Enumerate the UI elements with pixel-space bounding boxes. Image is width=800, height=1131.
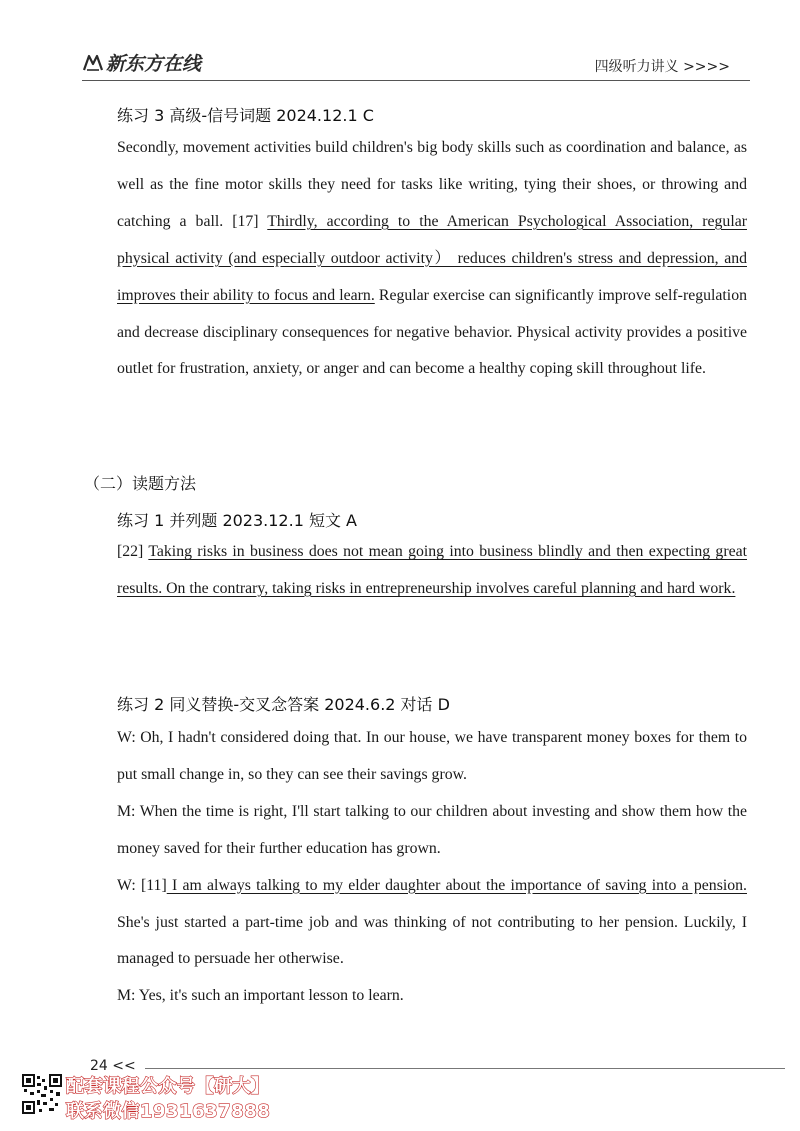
exercise-2-dialogue (117, 720, 747, 1015)
exercise-3-title: 练习 3 高级-信号词题 2024.12.1 C (117, 106, 374, 125)
dialogue-line-w1: W: Oh, I hadn't considered doing that. In our house, we have transparent money boxes for them to put small change in, so they can see their savings grow. (117, 729, 747, 783)
dialogue-line-w2 (117, 868, 747, 979)
dialogue-line-w2-rest: She's just started a part-time job and was thinking of not contributing to her pension. Luckily, I managed to persuade her otherwise. (117, 913, 747, 968)
exercise-1-title: 练习 1 并列题 2023.12.1 短文 A (117, 511, 357, 530)
exercise-1-paragraph (117, 534, 747, 608)
dialogue-line-m2: M: Yes, it's such an important lesson to learn. (117, 987, 404, 1005)
dialogue-line-w2-underlined: I am always talking to my elder daughter about the importance of saving into a pension. (166, 876, 747, 894)
exercise-3-text-part1: Secondly, movement activities build children's big body skills such as coordination and balance, as well as the fine motor skills they need for tasks like writing, tying their shoes, or throwing and catching a ball. [17] (117, 139, 747, 230)
dialogue-line-m1: M: When the time is right, I'll start talking to our children about investing and show them how the money saved for their further education has grown. (117, 802, 747, 857)
exercise-1-underlined-answer: Taking risks in business does not mean going into business blindly and then expecting great results. On the contrary, taking risks in entrepreneurship involves careful planning and hard work. (117, 543, 748, 597)
exercise-3-paragraph (117, 130, 747, 388)
exercise-1-marker: [22] (117, 543, 149, 560)
header-course-title: 四级听力讲义 >>>> (594, 59, 730, 75)
promo-line-1: 配套课程公众号【研大】 (66, 1076, 270, 1097)
dialogue-line-w2-prefix: W: [11] (117, 876, 167, 894)
logo-text: 新东方在线 (106, 53, 202, 75)
section-2-title: （二）读题方法 (84, 474, 197, 493)
exercise-3-underlined-answer: Thirdly, according to the American Psychological Association, regular physical activity (and especially outdoor activity） reduces children's stress and depression, and improves their ability to focus and learn. (117, 212, 747, 304)
page-number-value: 24 (90, 1058, 108, 1074)
page-arrows: << (112, 1058, 136, 1074)
exercise-3-text-part2: Regular exercise can significantly improve self-regulation and decrease disciplinary consequences for negative behavior. Physical activity provides a positive outlet for frustration, anxiety, or anger and can become a healthy coping skill throughout life. (117, 286, 747, 378)
exercise-2-title: 练习 2 同义替换-交叉念答案 2024.6.2 对话 D (117, 695, 450, 714)
promo-line-2: 联系微信1931637888 (66, 1101, 271, 1122)
header-divider (82, 80, 750, 81)
page-header (0, 0, 800, 90)
logo-mark-icon (82, 52, 104, 74)
brand-logo (82, 49, 201, 76)
qr-code-icon (22, 1074, 62, 1114)
footer-divider (145, 1068, 785, 1069)
